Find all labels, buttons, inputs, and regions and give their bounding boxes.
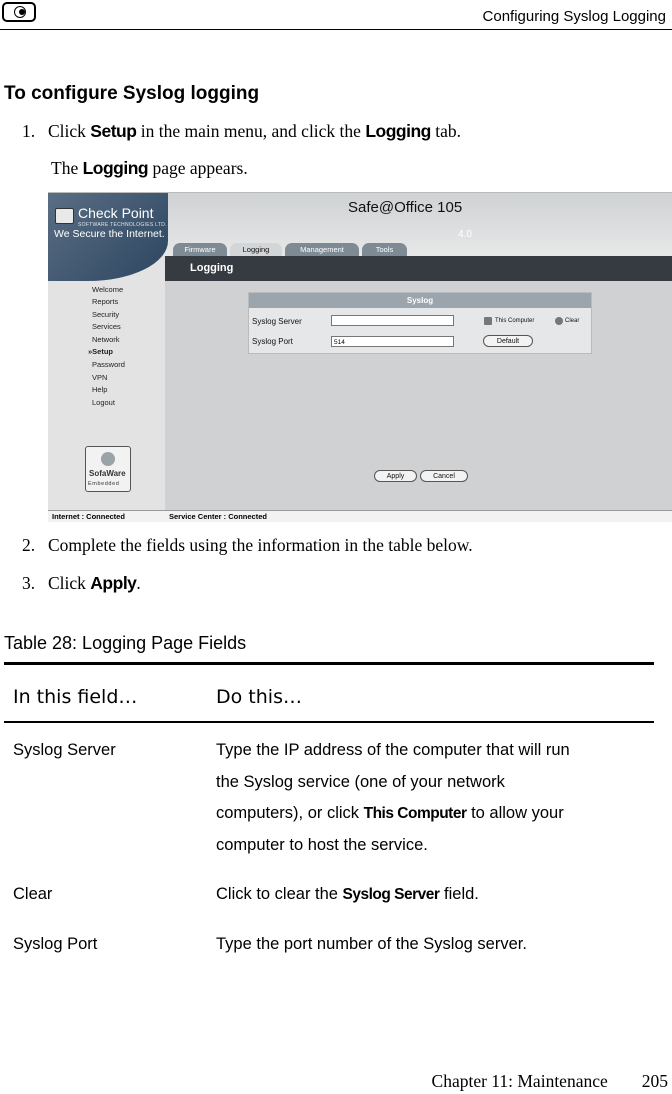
cancel-button[interactable]: Cancel <box>420 470 468 482</box>
status-service-center: Service Center : Connected <box>169 512 267 521</box>
col-header-field: In this field… <box>13 686 138 708</box>
table-title: Table 28: Logging Page Fields <box>4 633 247 653</box>
product-name: Safe@Office 105 <box>348 199 463 216</box>
menu-setup[interactable]: »Setup <box>88 347 114 356</box>
tab-logging[interactable]: Logging <box>230 243 282 256</box>
syslog-port-label: Syslog Port <box>252 337 293 346</box>
step-1-result: The Logging page appears. <box>51 158 248 178</box>
clear-link[interactable]: Clear <box>565 318 580 324</box>
this-computer-link[interactable]: This Computer <box>495 318 535 324</box>
logging-page-screenshot <box>48 192 672 522</box>
syslog-port-input[interactable]: 514 <box>331 336 454 347</box>
clear-icon[interactable] <box>555 317 563 325</box>
row-field-syslog-server: Syslog Server <box>13 741 116 759</box>
menu-help[interactable]: Help <box>92 385 108 394</box>
sofaware-badge: SofaWare Embedded <box>85 446 131 492</box>
syslog-server-input[interactable] <box>331 315 454 326</box>
menu-password[interactable]: Password <box>92 360 125 369</box>
menu-network[interactable]: Network <box>92 335 120 344</box>
this-computer-icon[interactable] <box>484 317 492 325</box>
tab-management[interactable]: Management <box>285 243 359 256</box>
step-1: 1. Click Setup in the main menu, and click the Logging tab. <box>22 121 461 141</box>
col-header-action: Do this… <box>216 686 302 708</box>
menu-logout[interactable]: Logout <box>92 398 115 407</box>
status-bar <box>48 510 672 522</box>
tab-firmware[interactable]: Firmware <box>173 243 227 256</box>
syslog-panel <box>248 292 592 354</box>
page-number: 205 <box>641 1071 668 1091</box>
header-rule <box>0 29 672 30</box>
row-action-syslog-port: Type the port number of the Syslog server. <box>216 935 527 953</box>
page-title-bar: Logging <box>165 256 672 281</box>
default-button[interactable]: Default <box>483 335 533 347</box>
apply-term: Apply <box>90 573 137 593</box>
row-field-clear: Clear <box>13 885 53 903</box>
row-action-clear: Click to clear the Syslog Server field. <box>216 885 479 903</box>
apply-button[interactable]: Apply <box>374 470 417 482</box>
menu-security[interactable]: Security <box>92 310 120 319</box>
logging-term: Logging <box>365 121 431 141</box>
this-computer-term: This Computer <box>363 805 467 822</box>
header-title: Configuring Syslog Logging <box>482 8 666 25</box>
badge-icon <box>101 452 115 466</box>
page-footer <box>432 1071 668 1092</box>
table-header-rule <box>4 721 654 723</box>
syslog-server-label: Syslog Server <box>252 317 302 326</box>
row-action-syslog-server: Type the IP address of the computer that will run the Syslog service (one of your network computers), or click This Computer to allow your computer to host the service. <box>216 741 570 854</box>
table-top-rule <box>4 662 654 665</box>
menu-vpn[interactable]: VPN <box>92 373 108 382</box>
menu-welcome[interactable]: Welcome <box>92 285 124 294</box>
checkpoint-logo: Check Point SOFTWARE TECHNOLOGIES LTD. We Secure the Internet. <box>48 193 168 281</box>
checkpoint-logo-icon <box>55 208 74 224</box>
product-version: 4.0 <box>458 229 472 240</box>
menu-reports[interactable]: Reports <box>92 297 119 306</box>
syslog-server-term: Syslog Server <box>342 886 440 903</box>
step-2: 2. Complete the fields using the information in the table below. <box>22 535 473 555</box>
row-field-syslog-port: Syslog Port <box>13 935 98 953</box>
footer-chapter: Chapter 11: Maintenance <box>431 1071 608 1091</box>
menu-services[interactable]: Services <box>92 322 121 331</box>
tab-tools[interactable]: Tools <box>362 243 407 256</box>
step-3: 3. Click Apply. <box>22 573 141 593</box>
procedure-title: To configure Syslog logging <box>4 83 260 104</box>
header-logo-icon <box>2 2 36 22</box>
status-internet: Internet : Connected <box>52 512 125 521</box>
setup-term: Setup <box>90 121 137 141</box>
step-number: 1. <box>22 121 36 141</box>
syslog-panel-title: Syslog <box>249 293 591 308</box>
